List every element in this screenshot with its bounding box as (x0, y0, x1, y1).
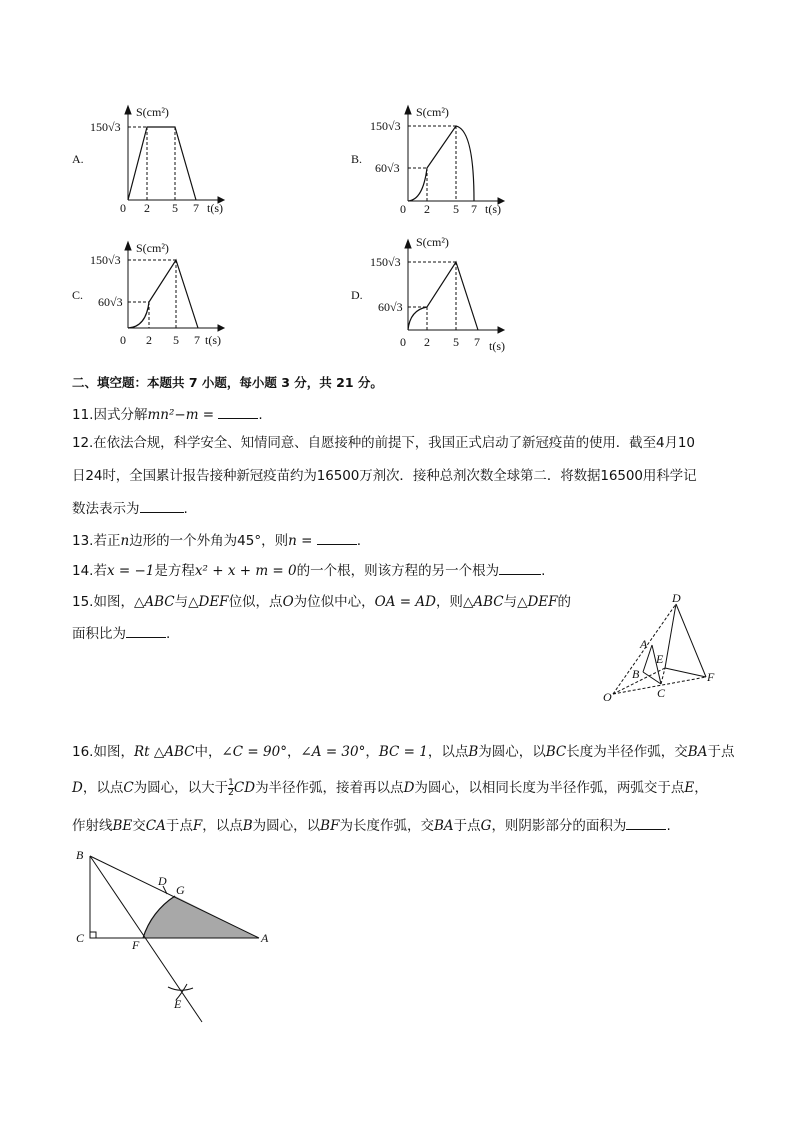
label-d: D (158, 874, 167, 888)
arc-mark-1 (168, 987, 193, 990)
edge-de (665, 604, 676, 668)
question-14 (72, 560, 545, 581)
edge-df (676, 604, 706, 677)
q16-l2-h: 为圆心，以相同长度为半径作弧，两弧交于点 (414, 780, 685, 796)
q16-segment-ba-2: BA (433, 818, 454, 834)
y-label: S(cm²) (136, 105, 169, 119)
q15-text-a: 15.如图， (72, 594, 134, 610)
tick-2: 2 (146, 333, 152, 347)
question-12-line-1: 12.在依法合规，科学安全、知情同意、自愿接种的前提下，我国正式启动了新冠疫苗的使用．截至4月10 (72, 435, 695, 451)
q16-bc: BC = 1 (378, 744, 428, 760)
q16-l3-k: 为长度作弧，交 (339, 818, 434, 834)
q16-l2-d: 为圆心，以大于 (133, 780, 229, 796)
graph-c (86, 236, 236, 354)
q15-line-2-text: 面积比为 (72, 626, 126, 642)
option-a-label: A. (72, 152, 84, 166)
curve-b (408, 126, 474, 201)
x-label: t(s) (485, 202, 501, 216)
q12-line-3-text: 数法表示为 (72, 501, 140, 517)
q13-suffix: . (356, 533, 362, 549)
label-a: A (640, 637, 648, 651)
edge-ef (665, 668, 706, 677)
q13-answer-blank[interactable] (317, 530, 357, 545)
graph-a (86, 100, 236, 218)
top-value: 150√3 (370, 255, 401, 269)
q15-text-e: 位似，点 (228, 594, 283, 610)
right-angle-mark (90, 932, 96, 938)
mid-value: 60√3 (98, 295, 123, 309)
q11-answer-blank[interactable] (218, 404, 258, 419)
q16-point-d-2: D (403, 780, 415, 796)
y-axis-arrow (405, 240, 411, 248)
question-15-line-1 (72, 592, 571, 612)
label-b: B (76, 848, 84, 862)
q14-suffix: . (541, 563, 546, 579)
label-d: D (672, 591, 681, 605)
y-label: S(cm²) (416, 235, 449, 249)
q15-text-c: 与 (174, 594, 189, 610)
q16-point-c: C (123, 780, 134, 796)
tick-2: 2 (424, 335, 430, 349)
label-g: G (176, 883, 185, 897)
label-c: C (657, 686, 666, 700)
option-b-label: B. (351, 152, 363, 166)
y-axis-arrow (405, 106, 411, 114)
label-c: C (76, 931, 85, 945)
q16-angle-c: ∠C = 90° (221, 744, 287, 760)
q16-l2-j: ， (694, 780, 708, 796)
q15-text-k: 与 (503, 594, 518, 610)
q16-point-e: E (684, 780, 695, 796)
tick-0: 0 (120, 201, 126, 215)
tick-7: 7 (194, 333, 200, 347)
question-16-line-3 (72, 815, 671, 836)
option-c-label: C. (72, 288, 84, 302)
mid-value: 60√3 (375, 161, 400, 175)
y-label: S(cm²) (136, 241, 169, 255)
question-12-line-3 (72, 498, 188, 519)
label-a: A (261, 931, 269, 945)
q14-mid: 是方程 (154, 563, 195, 579)
label-f: F (707, 670, 715, 684)
q15-triangle-abc: △ABC (133, 594, 175, 610)
q14-expr-1: x = −1 (106, 563, 155, 579)
q14-prefix: 14.若 (72, 563, 107, 579)
q16-segment-cd: CD (233, 780, 256, 796)
tick-5: 5 (172, 201, 178, 215)
x-axis-arrow (218, 325, 224, 331)
q16-l2-b: ，以点 (82, 780, 124, 796)
question-12-line-2: 日24时，全国累计报告接种新冠疫苗约为16500万剂次．接种总剂次数全球第二．将数据16500用科学记 (72, 468, 697, 484)
q11-expr: mn²−m = (147, 407, 215, 423)
question-16-line-1 (72, 742, 734, 762)
q15-point-o: O (282, 594, 294, 610)
tick-5: 5 (173, 333, 179, 347)
x-label: t(s) (205, 333, 221, 347)
tick-0: 0 (120, 333, 126, 347)
shaded-region (143, 896, 259, 938)
tick-5: 5 (453, 335, 459, 349)
y-axis-arrow (125, 106, 131, 114)
q14-mid-2: 的一个根，则该方程的另一个根为 (296, 563, 500, 579)
tick-2: 2 (424, 202, 430, 216)
dash-ce (661, 668, 665, 684)
q15-triangle-def-2: △DEF (517, 594, 558, 610)
q12-answer-blank[interactable] (140, 498, 184, 513)
q16-figure (70, 845, 280, 1030)
q16-l1-k: 为圆心，以 (478, 744, 546, 760)
q16-l3-a: 作射线 (72, 818, 113, 834)
question-13 (72, 530, 361, 551)
y-label: S(cm²) (416, 105, 449, 119)
q14-answer-blank[interactable] (499, 560, 541, 575)
q15-text-g: 为位似中心， (293, 594, 375, 610)
q15-triangle-abc-2: △ABC (462, 594, 504, 610)
q16-point-b-2: B (242, 818, 253, 834)
label-e: E (174, 997, 182, 1011)
y-axis-arrow (125, 242, 131, 250)
curve-a (128, 127, 196, 200)
tick-2: 2 (144, 201, 150, 215)
q16-angle-a: ∠A = 30° (300, 744, 366, 760)
q16-point-g: G (480, 818, 492, 834)
ray-be (90, 856, 202, 1022)
section-heading: 二、填空题：本题共 7 小题，每小题 3 分，共 21 分。 (72, 375, 383, 390)
q16-answer-blank[interactable] (626, 815, 666, 830)
q16-segment-bc: BC (545, 744, 567, 760)
q15-triangle-def: △DEF (188, 594, 229, 610)
q16-suffix: . (666, 818, 671, 834)
q16-l3-o: ，则阴影部分的面积为 (491, 818, 627, 834)
q15-text-m: 的 (557, 594, 572, 610)
q15-answer-blank[interactable] (126, 623, 166, 638)
label-b: B (632, 667, 640, 681)
question-16-line-2 (72, 778, 708, 798)
tick-7: 7 (471, 202, 477, 216)
option-d-label: D. (351, 288, 363, 302)
tick-0: 0 (400, 202, 406, 216)
q16-segment-ca: CA (145, 818, 166, 834)
q16-l1-i: ，以点 (427, 744, 469, 760)
q16-ray-be: BE (112, 818, 133, 834)
q15-oa-ad: OA = AD (374, 594, 436, 610)
q16-triangle: Rt △ABC (133, 744, 195, 760)
top-value: 150√3 (90, 120, 121, 134)
q16-l2-f: 为半径作弧，接着再以点 (255, 780, 404, 796)
question-15-line-2 (72, 623, 170, 644)
label-e: E (656, 652, 664, 666)
top-value: 150√3 (370, 119, 401, 133)
x-label: t(s) (489, 339, 505, 353)
q16-l1-m: 长度为半径作弧，交 (566, 744, 688, 760)
q16-l3-c: 交 (132, 818, 146, 834)
q16-fraction-den: 2 (228, 788, 234, 798)
x-axis-arrow (498, 327, 504, 333)
q16-l1-e: ， (286, 744, 301, 760)
q16-point-b: B (468, 744, 479, 760)
tick-0: 0 (400, 335, 406, 349)
q16-segment-ba: BA (687, 744, 708, 760)
q16-l3-e: 于点 (165, 818, 193, 834)
q13-prefix: 13.若正 (72, 533, 121, 549)
label-o: O (603, 690, 612, 704)
q16-fraction-num: 1 (228, 778, 234, 788)
x-label: t(s) (207, 201, 223, 215)
label-f: F (132, 938, 140, 952)
curve-d (408, 262, 478, 330)
q16-point-d: D (72, 780, 83, 796)
graph-b (366, 100, 516, 218)
q15-figure (598, 590, 728, 705)
q16-l1-a: 16.如图， (72, 744, 134, 760)
mid-value: 60√3 (378, 300, 403, 314)
top-value: 150√3 (90, 253, 121, 267)
q16-l1-o: 于点 (707, 744, 735, 760)
q16-l3-g: ，以点 (202, 818, 243, 834)
q16-point-f: F (192, 818, 203, 834)
tick-5: 5 (453, 202, 459, 216)
q14-expr-2: x² + x + m = 0 (194, 563, 297, 579)
tick-7: 7 (474, 335, 480, 349)
q16-segment-bf: BF (320, 818, 340, 834)
tick-7: 7 (193, 201, 199, 215)
question-11 (72, 404, 263, 425)
q15-suffix: . (166, 626, 171, 642)
q13-mid: 边形的一个外角为45°，则 (129, 533, 289, 549)
q13-var: n (120, 533, 130, 549)
q16-l1-c: 中， (194, 744, 222, 760)
curve-c (128, 260, 198, 328)
q15-text-i: ，则 (435, 594, 463, 610)
q16-l1-g: ， (365, 744, 379, 760)
q16-l3-m: 于点 (453, 818, 481, 834)
q12-suffix: . (183, 501, 188, 517)
q11-prefix: 11.因式分解 (72, 407, 148, 423)
q16-l3-i: 为圆心，以 (252, 818, 321, 834)
q13-expr: n = (288, 533, 313, 549)
q11-suffix: . (258, 407, 263, 423)
graph-d (366, 232, 516, 354)
